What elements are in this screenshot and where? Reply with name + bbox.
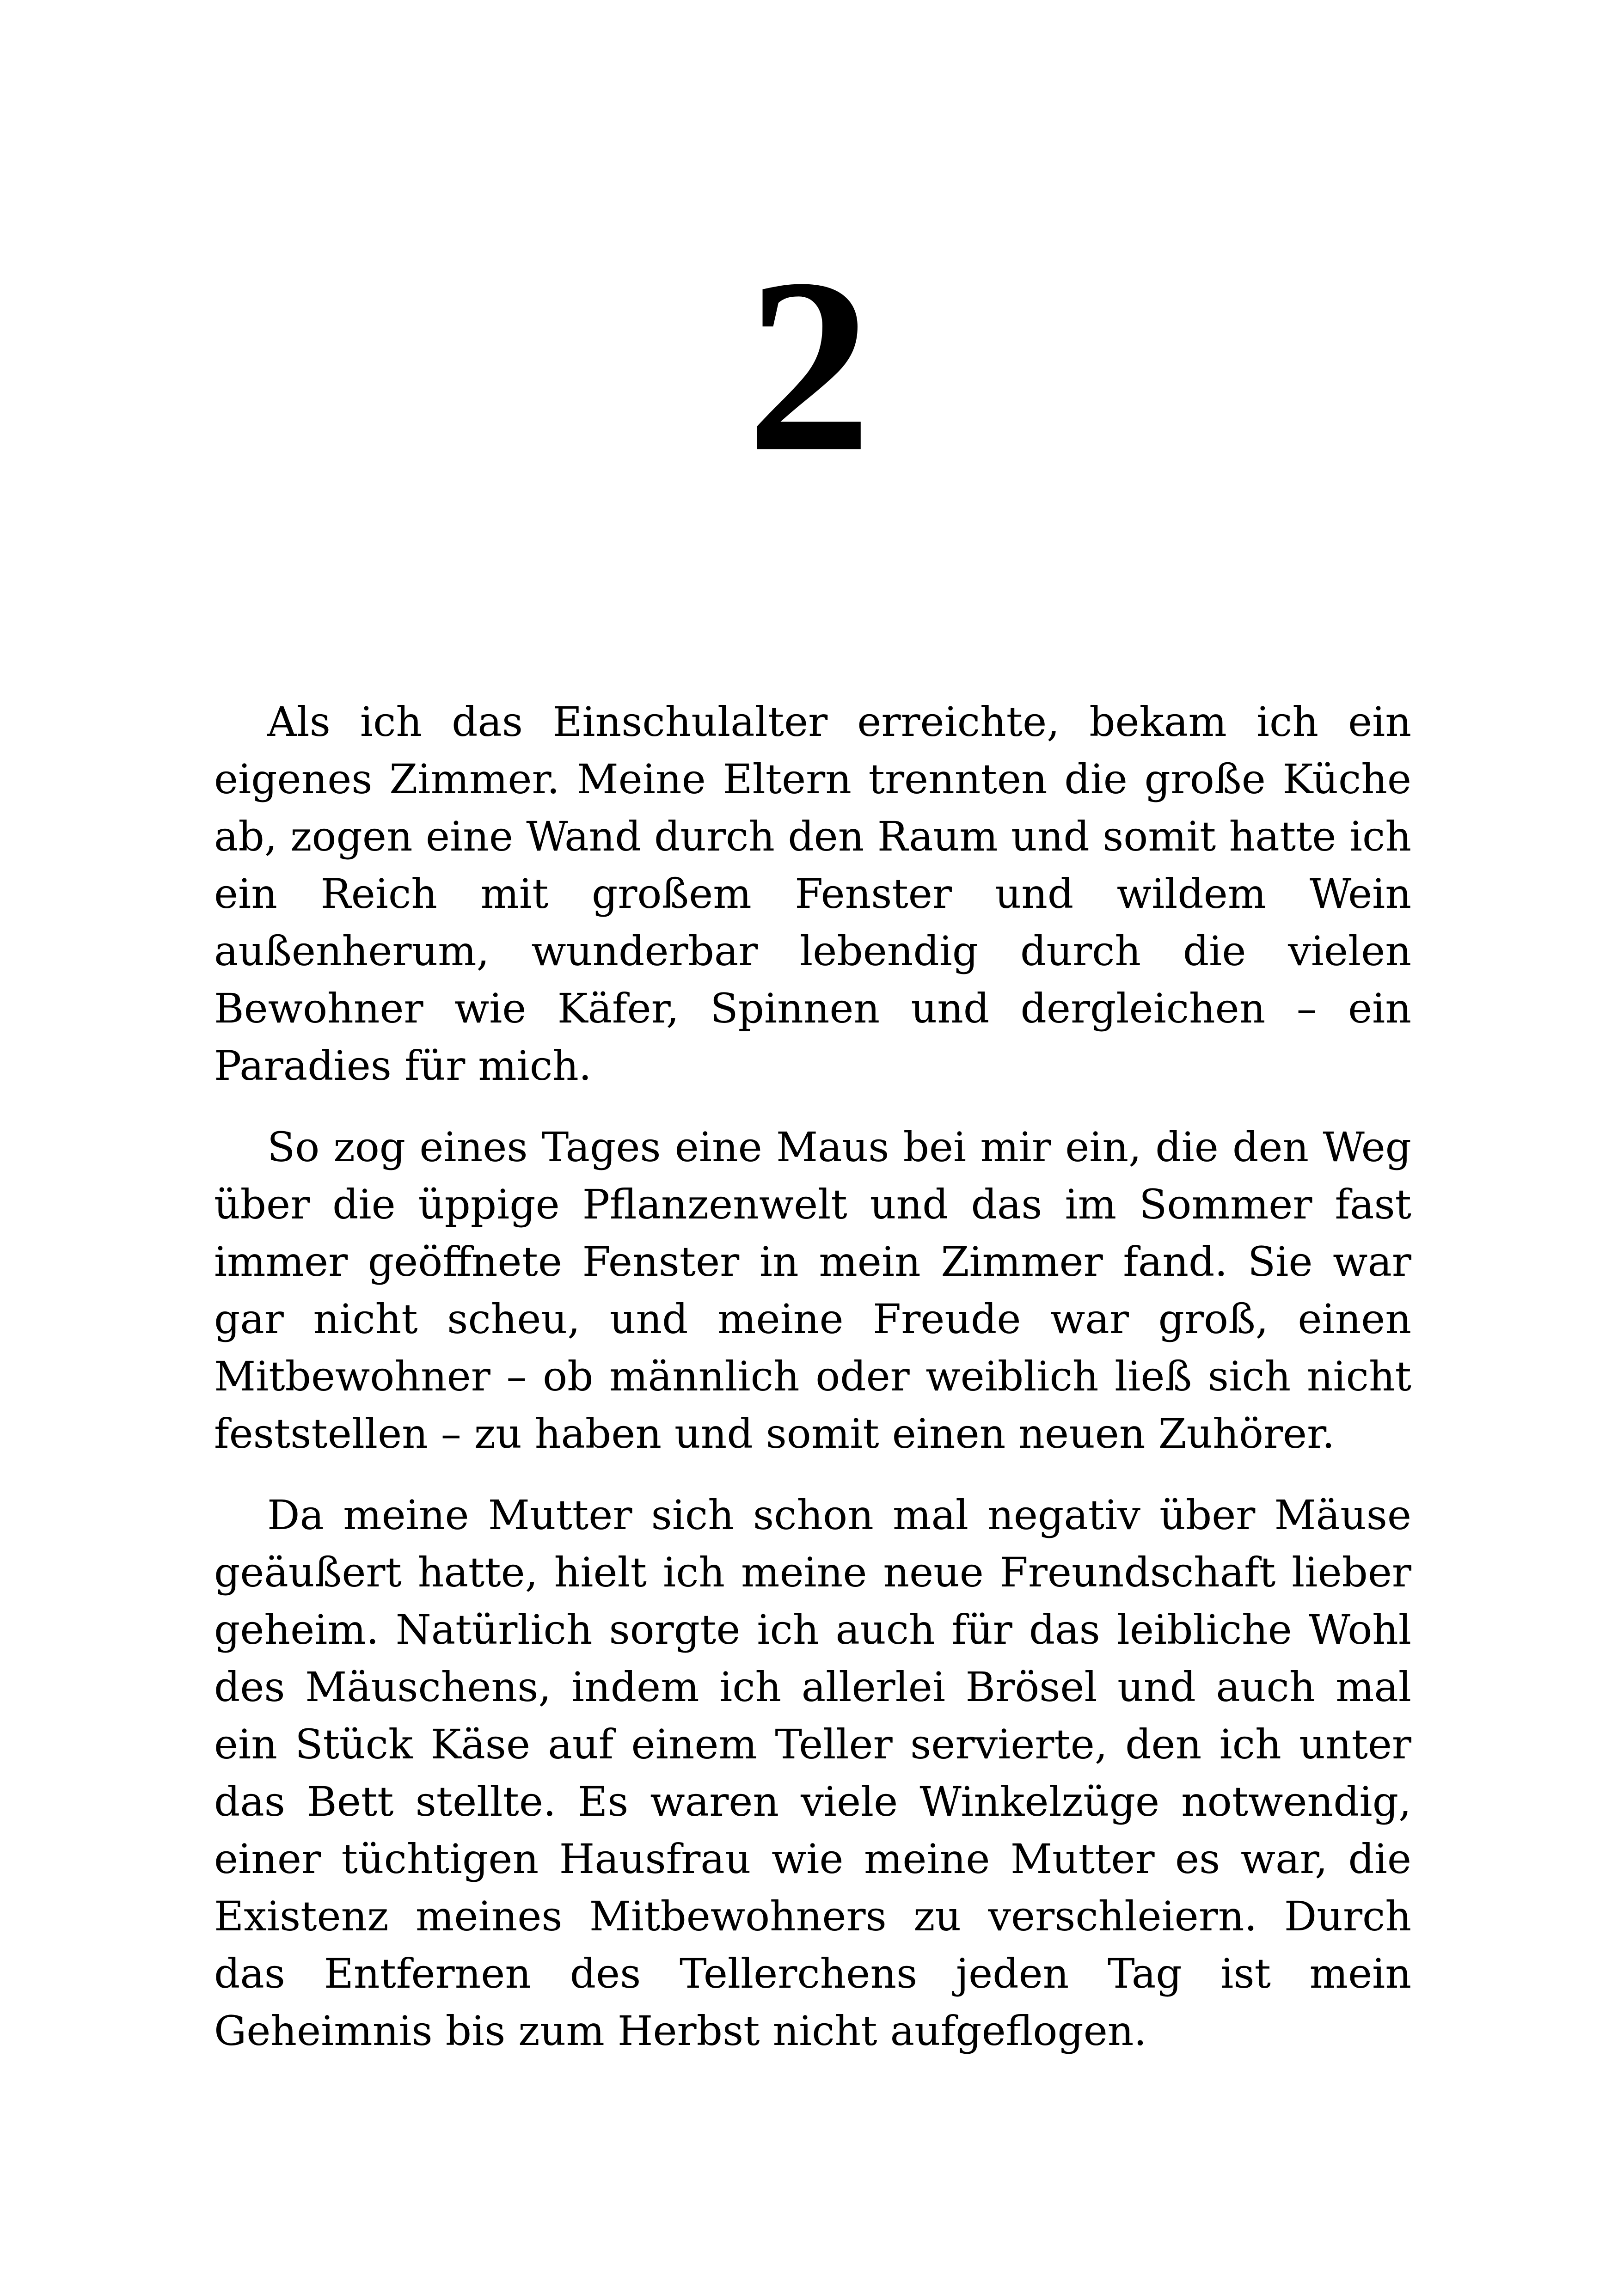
paragraph-3: Da meine Mutter sich schon mal negativ über Mäuse geäußert hatte, hielt ich meine neue Freundschaft lieber geheim. Natürlich sorgte ich auch für das leibliche Wohl des Mäuschens, indem ich allerlei Brösel und auch mal ein Stück Käse auf einem Teller servierte, den ich unter das Bett stellte. Es waren viele Winkelzüge notwendig, einer tüchtigen Hausfrau wie meine Mutter es war, die Existenz meines Mitbewohners zu verschleiern. Durch das Entfernen des Tellerchens jeden Tag ist mein Geheimnis bis zum Herbst nicht aufgeflogen. (214, 1491, 1411, 2055)
chapter-number: 2 (747, 227, 871, 503)
paragraph-2: So zog eines Tages eine Maus bei mir ein, die den Weg über die üppige Pflanzenwelt und das im Sommer fast immer geöffnete Fenster in mein Zimmer fand. Sie war gar nicht scheu, und meine Freude war groß, einen Mitbewohner – ob männlich oder weiblich ließ sich nicht feststellen – zu haben und somit einen neuen Zuhörer. (214, 1123, 1411, 1457)
paragraph-1: Als ich das Einschulalter erreichte, bekam ich ein eigenes Zimmer. Meine Eltern trennten die große Küche ab, zogen eine Wand durch den Raum und somit hatte ich ein Reich mit großem Fenster und wildem Wein außenherum, wunderbar lebendig durch die vielen Bewohner wie Käfer, Spinnen und dergleichen – ein Paradies für mich. (214, 698, 1411, 1090)
chapter-body (214, 693, 1411, 2084)
